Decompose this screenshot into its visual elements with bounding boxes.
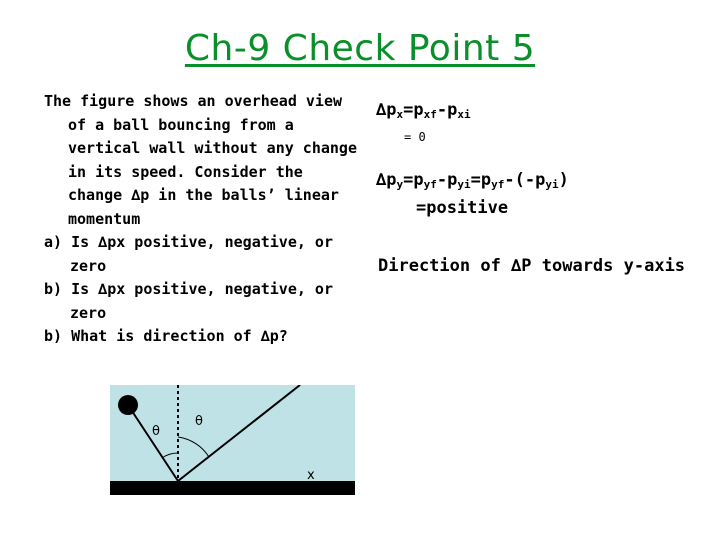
question-item-a: a) Is ∆px positive, negative, or zero xyxy=(44,233,333,275)
wall xyxy=(110,481,355,495)
question-intro: The figure shows an overhead view of a ball bouncing from a vertical wall without any change in its speed. Consider the change ∆p in the balls’ linear momentum xyxy=(44,92,357,228)
delta-py-result: =positive xyxy=(416,198,509,218)
x-axis-label: x xyxy=(307,468,315,483)
direction-answer: Direction of ∆P towards y-axis xyxy=(378,256,686,276)
delta-py-equation: $\Delta p_y=p_{yf}-p_{yi}=p_{yf}-(-p_{yi})$ xyxy=(376,170,569,191)
ball-bounce-diagram xyxy=(110,385,355,495)
delta-px-equation: $\Delta p_x=p_{xf}-p_{xi}$ xyxy=(376,100,471,121)
theta-left-label: θ xyxy=(152,424,160,439)
delta-px-result: = 0 xyxy=(404,130,426,144)
slide-title: Ch-9 Check Point 5 xyxy=(184,28,536,69)
theta-right-label: θ xyxy=(195,414,203,429)
ball xyxy=(118,395,138,415)
question-item-c: b) What is direction of ∆p? xyxy=(44,327,288,345)
question-item-b: b) Is ∆px positive, negative, or zero xyxy=(44,280,333,322)
question-text xyxy=(44,90,364,349)
